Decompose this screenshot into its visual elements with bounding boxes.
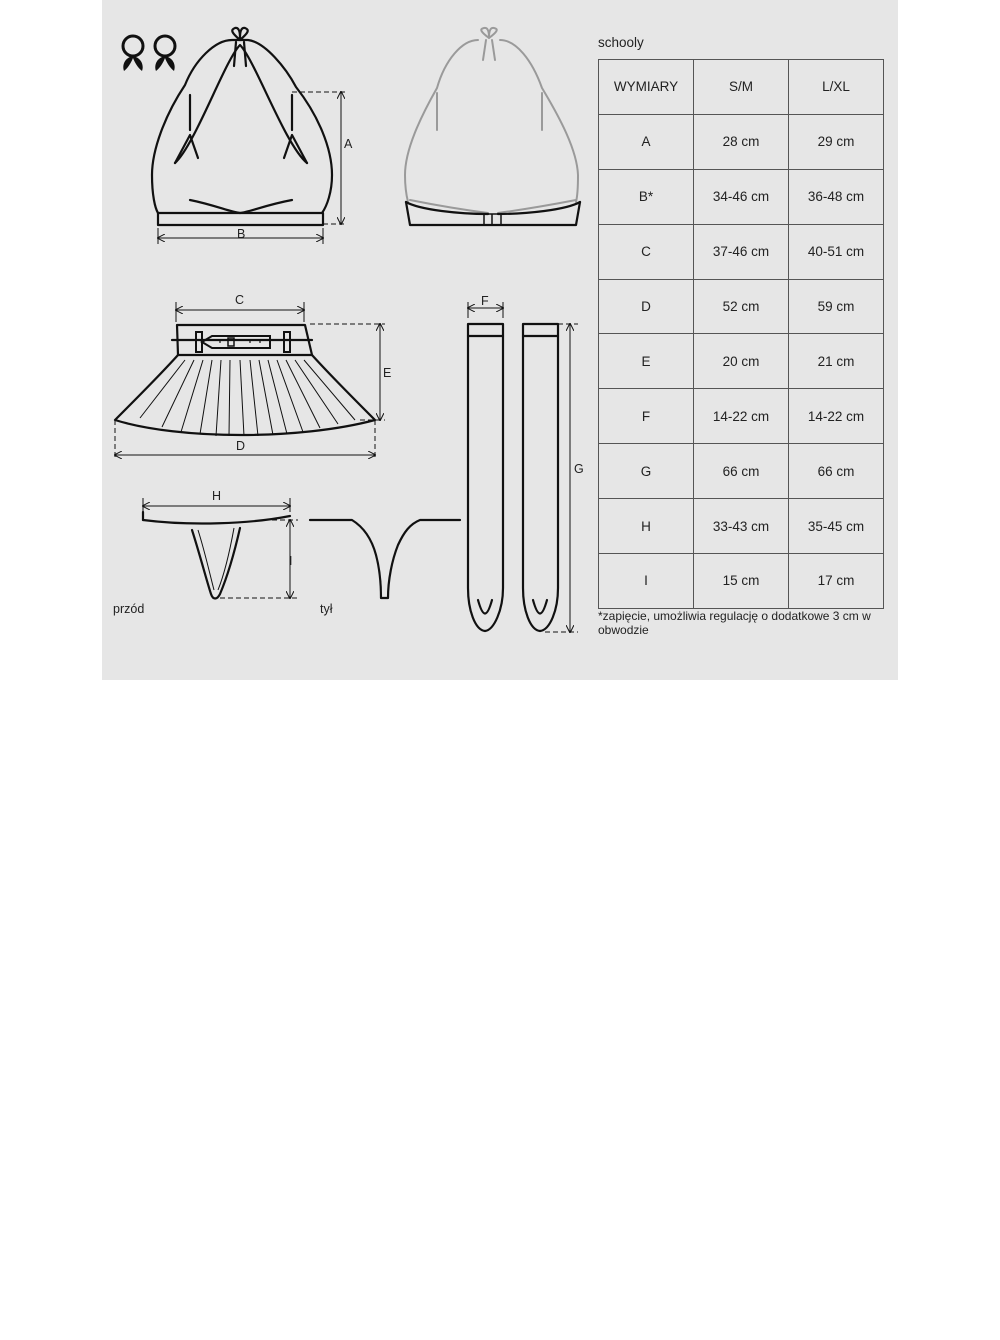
dim-label-a: A <box>344 137 353 151</box>
caption-front: przód <box>113 602 145 616</box>
dim-label-g: G <box>574 462 584 476</box>
bra-front-drawing <box>152 28 332 225</box>
table-cell: 52 cm <box>694 279 789 334</box>
table-cell: 35-45 cm <box>789 499 884 554</box>
table-cell: 37-46 cm <box>694 224 789 279</box>
stockings-drawing <box>468 324 558 631</box>
thong-back-drawing <box>310 520 460 598</box>
table-cell: 28 cm <box>694 114 789 169</box>
caption-back: tył <box>320 602 333 616</box>
table-row <box>599 444 884 499</box>
table-cell: 66 cm <box>694 444 789 499</box>
table-cell: F <box>599 389 694 444</box>
table-cell: E <box>599 334 694 389</box>
dim-label-d: D <box>236 439 246 453</box>
table-cell: D <box>599 279 694 334</box>
table-row <box>599 334 884 389</box>
table-cell: 36-48 cm <box>789 169 884 224</box>
dim-label-i: I <box>289 554 293 568</box>
bra-back-drawing <box>405 28 580 225</box>
table-cell: C <box>599 224 694 279</box>
table-row <box>599 554 884 609</box>
table-cell: H <box>599 499 694 554</box>
size-table <box>598 59 884 609</box>
nipple-covers-icon <box>123 36 175 71</box>
table-cell: 59 cm <box>789 279 884 334</box>
table-header-cell: L/XL <box>789 60 884 115</box>
table-header-cell: WYMIARY <box>599 60 694 115</box>
table-cell: 14-22 cm <box>789 389 884 444</box>
table-cell: 14-22 cm <box>694 389 789 444</box>
skirt-drawing <box>115 325 375 436</box>
table-row <box>599 279 884 334</box>
dim-label-c: C <box>235 293 245 307</box>
dim-label-e: E <box>383 366 392 380</box>
dim-label-h: H <box>212 489 222 503</box>
table-row <box>599 389 884 444</box>
table-cell: 33-43 cm <box>694 499 789 554</box>
table-cell: A <box>599 114 694 169</box>
table-cell: 40-51 cm <box>789 224 884 279</box>
table-row <box>599 114 884 169</box>
table-row <box>599 224 884 279</box>
product-name: schooly <box>598 35 644 50</box>
table-row <box>599 499 884 554</box>
table-header-cell: S/M <box>694 60 789 115</box>
table-cell: B* <box>599 169 694 224</box>
table-row <box>599 169 884 224</box>
table-footnote: *zapięcie, umożliwia regulację o dodatkowe 3 cm w obwodzie <box>598 609 871 637</box>
table-cell: 17 cm <box>789 554 884 609</box>
table-cell: 29 cm <box>789 114 884 169</box>
dim-label-f: F <box>481 294 489 308</box>
table-cell: 21 cm <box>789 334 884 389</box>
table-cell: 15 cm <box>694 554 789 609</box>
thong-front-drawing <box>143 512 293 599</box>
table-cell: 66 cm <box>789 444 884 499</box>
table-cell: 20 cm <box>694 334 789 389</box>
table-cell: G <box>599 444 694 499</box>
table-cell: I <box>599 554 694 609</box>
table-header-row <box>599 60 884 115</box>
dim-label-b: B <box>237 227 246 241</box>
table-cell: 34-46 cm <box>694 169 789 224</box>
